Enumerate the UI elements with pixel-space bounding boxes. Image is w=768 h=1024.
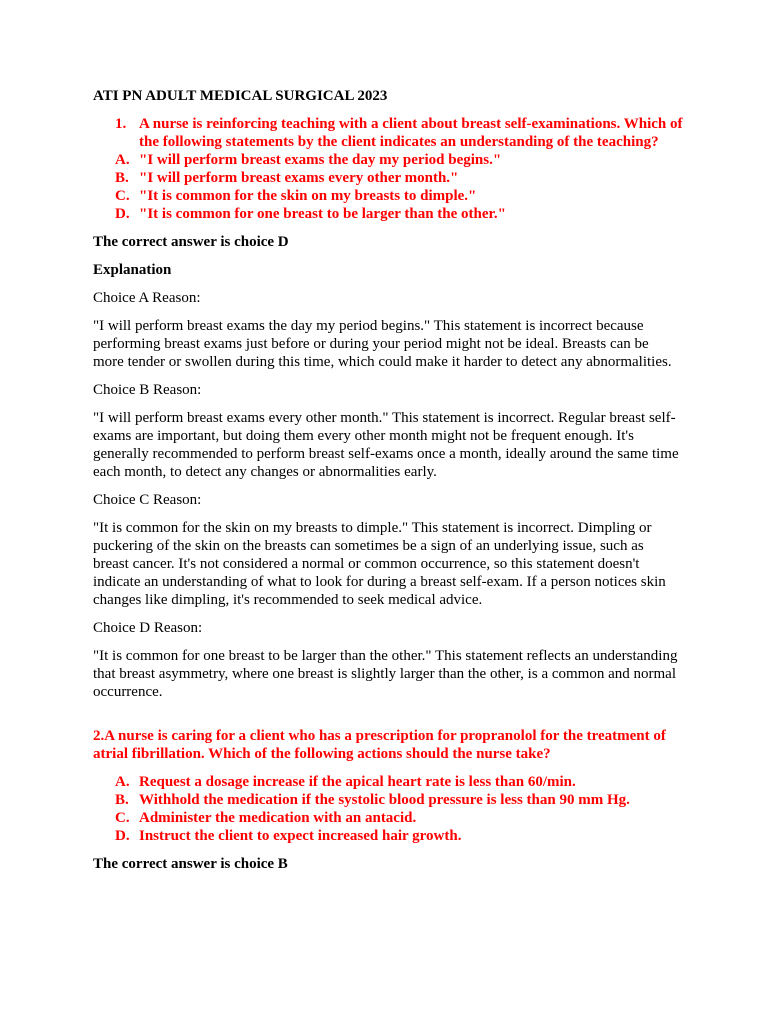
option-text: Request a dosage increase if the apical heart rate is less than 60/min. (139, 774, 576, 790)
question-2-answer: The correct answer is choice B (93, 856, 288, 872)
option-letter: B. (115, 170, 129, 186)
option-letter: D. (115, 828, 130, 844)
question-2-options (93, 773, 683, 845)
option-text: Administer the medication with an antacid. (139, 810, 417, 826)
question-1-answer: The correct answer is choice D (93, 234, 289, 250)
question-2-option-a (115, 773, 683, 791)
option-letter: A. (115, 152, 130, 168)
choice-a-reason-text: "I will perform breast exams the day my period begins." This statement is incorrect because performing breast exams just before or during your period might not be ideal. Breasts can be more tender or swollen during this time, which could make it harder to detect any abnormalities. (93, 318, 672, 370)
question-1-stem-row (115, 115, 683, 151)
option-text: Instruct the client to expect increased hair growth. (139, 828, 462, 844)
option-letter: A. (115, 774, 130, 790)
option-text: "It is common for the skin on my breasts to dimple." (139, 188, 477, 204)
question-1-option-a (115, 151, 683, 169)
question-2-stem: 2.A nurse is caring for a client who has a prescription for propranolol for the treatment of atrial fibrillation. Which of the following actions should the nurse take? (93, 728, 666, 762)
choice-a-reason-heading: Choice A Reason: (93, 290, 201, 306)
question-1-stem: A nurse is reinforcing teaching with a client about breast self-examinations. Which of the following statements by the client indicates an understanding of the teaching? (139, 116, 683, 150)
option-letter: B. (115, 792, 129, 808)
option-text: "I will perform breast exams every other month." (139, 170, 459, 186)
question-1-number: 1. (115, 116, 127, 132)
question-1-option-b (115, 169, 683, 187)
question-1-option-d (115, 205, 683, 223)
question-1-option-c (115, 187, 683, 205)
choice-d-reason-text: "It is common for one breast to be larger than the other." This statement reflects an understanding that breast asymmetry, where one breast is slightly larger than the other, is a common and normal occurrence. (93, 648, 678, 700)
option-text: "It is common for one breast to be larger than the other." (139, 206, 506, 222)
document-title: ATI PN ADULT MEDICAL SURGICAL 2023 (93, 88, 388, 104)
question-1 (93, 115, 683, 223)
option-text: "I will perform breast exams the day my period begins." (139, 152, 502, 168)
option-letter: C. (115, 188, 130, 204)
choice-c-reason-text: "It is common for the skin on my breasts to dimple." This statement is incorrect. Dimpling or puckering of the skin on the breasts can sometimes be a sign of an underlying issue, such as breast cancer. It's not considered a normal or common occurrence, so this statement doesn't indicate an understanding of what to look for during a breast self-exam. If a person notices skin changes like dimpling, it's recommended to seek medical advice. (93, 520, 666, 608)
question-2-option-c (115, 809, 683, 827)
explanation-heading: Explanation (93, 262, 172, 278)
option-letter: C. (115, 810, 130, 826)
choice-b-reason-heading: Choice B Reason: (93, 382, 202, 398)
question-2-option-d (115, 827, 683, 845)
choice-d-reason-heading: Choice D Reason: (93, 620, 203, 636)
choice-c-reason-heading: Choice C Reason: (93, 492, 202, 508)
option-text: Withhold the medication if the systolic blood pressure is less than 90 mm Hg. (139, 792, 630, 808)
question-2-option-b (115, 791, 683, 809)
document-page (93, 87, 683, 883)
choice-b-reason-text: "I will perform breast exams every other month." This statement is incorrect. Regular breast self-exams are important, but doing them every other month might not be frequent enough. It's generally recommended to perform breast self-exams once a month, ideally around the same time each month, to detect any changes or abnormalities early. (93, 410, 679, 480)
option-letter: D. (115, 206, 130, 222)
